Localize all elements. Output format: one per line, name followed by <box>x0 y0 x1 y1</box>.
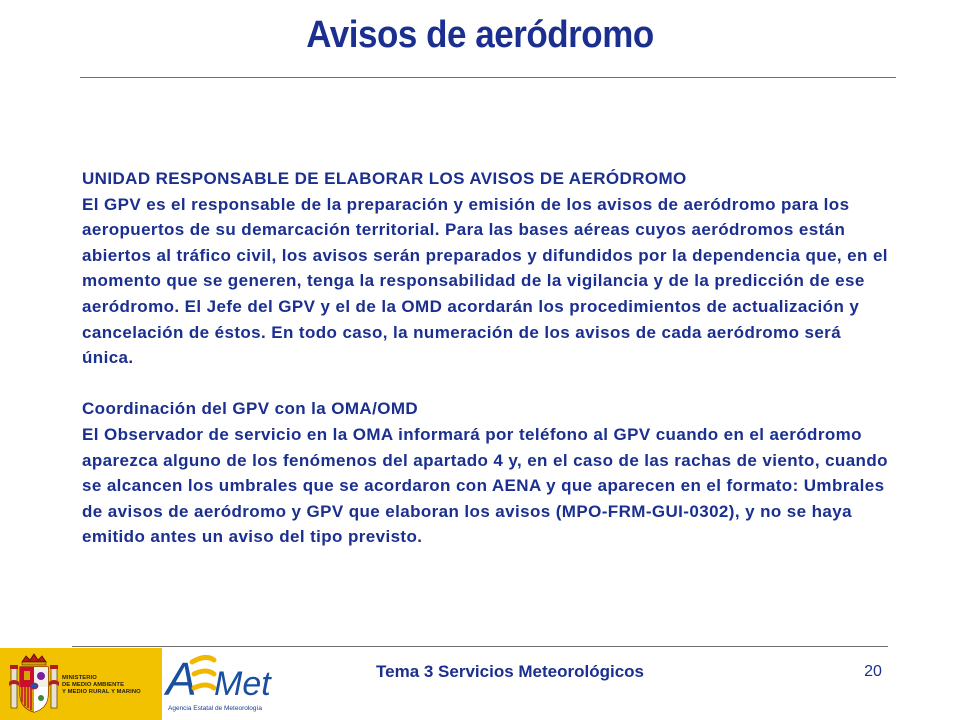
page-number: 20 <box>864 663 882 680</box>
slide-title: Avisos de aeródromo <box>306 14 654 56</box>
slide-body <box>82 166 892 550</box>
ministry-line: MINISTERIO <box>62 675 97 681</box>
section1-body: El GPV es el responsable de la preparación y emisión de los avisos de aeródromo para los aeropuertos de su demarcación territorial. Para las bases aéreas cuyos aeródromos están abiertos al tráfico civil, los avisos serán preparados y difundidos por la dependencia que, en el momento que se generen, tenga la responsabilidad de la vigilancia y de la predicción de ese aeródromo. El Jefe del GPV y el de la OMD acordarán los procedimientos de actualización y cancelación de éstos. En todo caso, la numeración de los avisos de cada aeródromo será única. <box>82 194 888 368</box>
ministry-name <box>62 675 162 697</box>
ministry-line: DE MEDIO AMBIENTE <box>62 682 125 689</box>
ministry-line: Y MEDIO RURAL Y MARINO <box>62 689 141 696</box>
aemet-logo <box>162 650 288 720</box>
ministry-logo <box>0 648 162 720</box>
footer-course-title: Tema 3 Servicios Meteorológicos <box>376 662 644 681</box>
aemet-subtitle: Agencia Estatal de Meteorología <box>168 705 262 712</box>
section2-heading: Coordinación del GPV con la OMA/OMD <box>82 399 419 419</box>
title-divider <box>80 77 896 78</box>
section2-body: El Observador de servicio en la OMA informará por teléfono al GPV cuando en el aeródromo aparezca alguno de los fenómenos del apartado 4 y, en el caso de las rachas de viento, cuando se alcancen los umbrales que se acordaron con AENA y que aparecen en el formato: Umbrales de avisos de aeródromo y GPV que elaboran los avisos (MPO-FRM-GUI-0302), y no se haya emitido antes un aviso del tipo previsto. <box>82 424 888 547</box>
paragraph-spacer <box>82 371 892 397</box>
section1-heading: UNIDAD RESPONSABLE DE ELABORAR LOS AVISOS DE AERÓDROMO <box>82 169 687 188</box>
svg-text:A: A <box>166 653 197 705</box>
svg-text:Met: Met <box>214 665 271 703</box>
aemet-wordmark-icon <box>162 650 288 706</box>
coat-of-arms-icon <box>8 652 60 716</box>
footer-divider <box>72 646 888 647</box>
